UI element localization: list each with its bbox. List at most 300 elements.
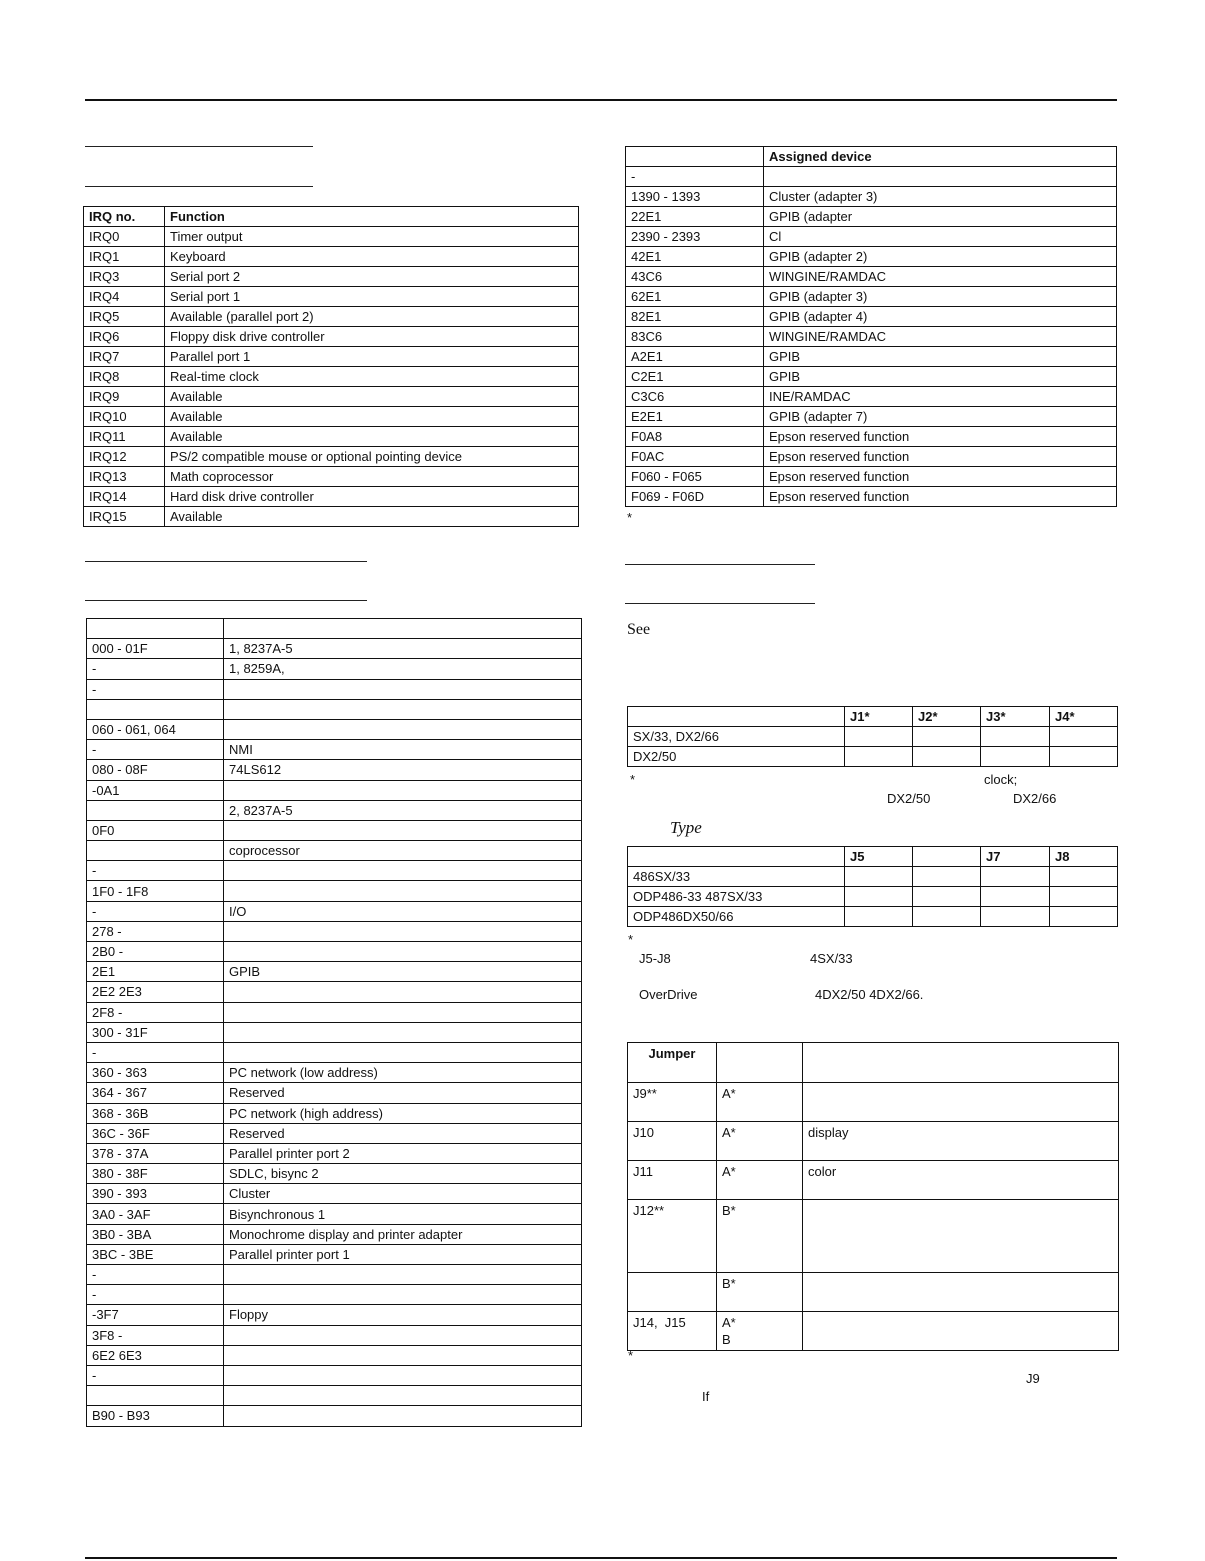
irq-table — [83, 206, 579, 527]
io-row — [87, 679, 582, 699]
j58-row-cell — [1050, 887, 1118, 907]
io-row-cell: 278 - — [87, 921, 224, 941]
io2-row — [626, 367, 1117, 387]
function-col-header-2 — [803, 1043, 1119, 1083]
jumper-note-star: * — [628, 1348, 634, 1363]
io-row-cell: 300 - 31F — [87, 1022, 224, 1042]
irq-row-cell: IRQ6 — [84, 327, 165, 347]
j14-col-j2: J2* — [913, 707, 981, 727]
io2-row-cell: GPIB (adapter 3) — [764, 287, 1117, 307]
io-row-cell — [224, 699, 582, 719]
io-row-cell: GPIB — [224, 962, 582, 982]
io-row-cell: 380 - 38F — [87, 1164, 224, 1184]
io-row-cell — [224, 1285, 582, 1305]
j14-note-dx250: DX2/50 — [887, 791, 931, 806]
irq-heading-line-2 — [85, 186, 313, 187]
jumper-row — [628, 1161, 1119, 1200]
io-row-cell — [224, 1002, 582, 1022]
io-row-cell — [224, 1386, 582, 1406]
j14-row — [628, 747, 1118, 767]
io-row-cell: Cluster — [224, 1184, 582, 1204]
io-row — [87, 1164, 582, 1184]
irq-row — [84, 327, 579, 347]
io-row-cell — [224, 619, 582, 639]
io2-row — [626, 307, 1117, 327]
irq-row-cell: Serial port 1 — [165, 287, 579, 307]
j58-row-cell — [845, 887, 913, 907]
irq-row-cell: IRQ12 — [84, 447, 165, 467]
jumper-row-cell: J9** — [628, 1083, 717, 1122]
j58-row-cell — [913, 867, 981, 887]
io2-footnote: * — [627, 510, 633, 525]
irq-row — [84, 507, 579, 527]
irq-row-cell: IRQ3 — [84, 267, 165, 287]
io-row-cell: 060 - 061, 064 — [87, 719, 224, 739]
irq-col-header: IRQ no. — [84, 207, 165, 227]
io-row-cell: Floppy — [224, 1305, 582, 1325]
irq-row-cell: Available — [165, 427, 579, 447]
io-heading-line-1 — [85, 561, 367, 562]
j14-col-cpu — [628, 707, 845, 727]
jumper-row — [628, 1122, 1119, 1161]
io-row-cell — [224, 679, 582, 699]
io-row-cell — [224, 1042, 582, 1062]
io-row-cell: 378 - 37A — [87, 1143, 224, 1163]
j58-row-cell — [1050, 907, 1118, 927]
io2-row — [626, 247, 1117, 267]
io-row-cell: 3BC - 3BE — [87, 1244, 224, 1264]
j14-note-clock: clock; — [984, 772, 1018, 787]
io2-row-cell: A2E1 — [626, 347, 764, 367]
see-text: See — [627, 621, 651, 638]
j58-row-cell: ODP486-33 487SX/33 — [628, 887, 845, 907]
io-row — [87, 800, 582, 820]
io-row-cell — [224, 921, 582, 941]
jumper-row-cell: A* — [717, 1122, 803, 1161]
io-row-cell: - — [87, 861, 224, 881]
irq-row-cell: Serial port 2 — [165, 267, 579, 287]
io2-row — [626, 227, 1117, 247]
jumper-row-cell: J11 — [628, 1161, 717, 1200]
io-row — [87, 1063, 582, 1083]
io-row-cell: coprocessor — [224, 841, 582, 861]
j58-row-cell: 486SX/33 — [628, 867, 845, 887]
irq-row — [84, 227, 579, 247]
io-row-cell — [224, 1406, 582, 1426]
irq-row-cell: Available — [165, 387, 579, 407]
jumper-settings-table — [627, 1042, 1119, 1351]
type-word: Type — [670, 818, 702, 837]
io-row-cell: Parallel printer port 2 — [224, 1143, 582, 1163]
io2-row-cell: WINGINE/RAMDAC — [764, 267, 1117, 287]
io-row — [87, 1406, 582, 1426]
j58-note-4sx33: 4SX/33 — [810, 951, 853, 966]
j14-col-j3: J3* — [981, 707, 1050, 727]
io-row-cell: 3B0 - 3BA — [87, 1224, 224, 1244]
irq-row — [84, 287, 579, 307]
jumper-row-cell: A* — [717, 1083, 803, 1122]
io2-row — [626, 267, 1117, 287]
io2-row-cell: - — [626, 167, 764, 187]
jumper-row-cell — [803, 1312, 1119, 1351]
irq-row-cell: IRQ7 — [84, 347, 165, 367]
io2-row-cell: Epson reserved function — [764, 427, 1117, 447]
j58-note-overdrive: OverDrive — [639, 987, 698, 1002]
setting-col-header — [717, 1043, 803, 1083]
io-row-cell: 36C - 36F — [87, 1123, 224, 1143]
irq-row — [84, 427, 579, 447]
io-row-cell: -3F7 — [87, 1305, 224, 1325]
io-row-cell — [87, 1386, 224, 1406]
j14-row-cell: DX2/50 — [628, 747, 845, 767]
j58-row — [628, 887, 1118, 907]
io-row-cell: 6E2 6E3 — [87, 1345, 224, 1365]
jumper-row — [628, 1200, 1119, 1273]
j58-row-cell: ODP486DX50/66 — [628, 907, 845, 927]
io-address-table — [86, 618, 582, 1427]
io2-row-cell: INE/RAMDAC — [764, 387, 1117, 407]
irq-row — [84, 367, 579, 387]
j58-row-cell — [845, 867, 913, 887]
j14-row-cell — [1050, 727, 1118, 747]
irq-row-cell: IRQ1 — [84, 247, 165, 267]
irq-row-cell: Available — [165, 507, 579, 527]
io2-row-cell: 2390 - 2393 — [626, 227, 764, 247]
j14-row-cell — [981, 727, 1050, 747]
io2-row-cell: GPIB — [764, 367, 1117, 387]
irq-row-cell: Keyboard — [165, 247, 579, 267]
irq-row-cell: Available (parallel port 2) — [165, 307, 579, 327]
io-row-cell — [224, 1365, 582, 1385]
jumper-row — [628, 1273, 1119, 1312]
io-row-cell: 1F0 - 1F8 — [87, 881, 224, 901]
io-row-cell: 390 - 393 — [87, 1184, 224, 1204]
io2-header-row — [626, 147, 1117, 167]
io2-row-cell: 42E1 — [626, 247, 764, 267]
io-row-cell: 360 - 363 — [87, 1063, 224, 1083]
jumper-row-cell: display — [803, 1122, 1119, 1161]
irq-row-cell: Math coprocessor — [165, 467, 579, 487]
irq-row-cell: Available — [165, 407, 579, 427]
io-row — [87, 1083, 582, 1103]
j58-col-j7: J7 — [981, 847, 1050, 867]
io-row-cell: 2, 8237A-5 — [224, 800, 582, 820]
io-row-cell: 1, 8259A, — [224, 659, 582, 679]
io-row — [87, 901, 582, 921]
j58-row-cell — [981, 907, 1050, 927]
io-row — [87, 921, 582, 941]
io-row-cell: 1, 8237A-5 — [224, 639, 582, 659]
jumper-note-if: If — [702, 1389, 710, 1404]
j58-col-j5: J5 — [845, 847, 913, 867]
io2-row — [626, 167, 1117, 187]
j58-row-cell — [981, 867, 1050, 887]
io-row-cell — [224, 1022, 582, 1042]
io2-row — [626, 347, 1117, 367]
io-row-cell: 2B0 - — [87, 942, 224, 962]
jumper-col-header: Jumper — [628, 1043, 717, 1083]
io2-row-cell: GPIB (adapter 7) — [764, 407, 1117, 427]
io-row-cell: - — [87, 1265, 224, 1285]
io2-row-cell: Epson reserved function — [764, 467, 1117, 487]
j58-row-cell — [913, 907, 981, 927]
io-row — [87, 1325, 582, 1345]
io-row — [87, 740, 582, 760]
j14-row — [628, 727, 1118, 747]
io-row-cell: B90 - B93 — [87, 1406, 224, 1426]
j58-row-cell — [845, 907, 913, 927]
io-row-cell: Reserved — [224, 1123, 582, 1143]
j14-col-j1: J1* — [845, 707, 913, 727]
io-row — [87, 1184, 582, 1204]
j14-row-cell — [913, 727, 981, 747]
io-row-cell — [87, 619, 224, 639]
jumper-row-cell — [803, 1273, 1119, 1312]
jumper-row-cell: B* — [717, 1200, 803, 1273]
j14-note-dx266: DX2/66 — [1013, 791, 1057, 806]
j58-row-cell — [1050, 867, 1118, 887]
irq-row-cell: Floppy disk drive controller — [165, 327, 579, 347]
jumper-heading-line-1 — [625, 564, 815, 565]
io-row — [87, 982, 582, 1002]
io2-row-cell: C2E1 — [626, 367, 764, 387]
io-row-cell — [87, 699, 224, 719]
io2-row-cell: E2E1 — [626, 407, 764, 427]
io-row — [87, 659, 582, 679]
io2-row — [626, 387, 1117, 407]
irq-row-cell: IRQ14 — [84, 487, 165, 507]
irq-row — [84, 467, 579, 487]
j14-row-cell — [845, 747, 913, 767]
io2-row-cell — [764, 167, 1117, 187]
j14-row-cell — [1050, 747, 1118, 767]
io-row-cell — [224, 942, 582, 962]
j14-row-cell: SX/33, DX2/66 — [628, 727, 845, 747]
irq-header-row — [84, 207, 579, 227]
io-row — [87, 619, 582, 639]
io2-row — [626, 207, 1117, 227]
io-row — [87, 1143, 582, 1163]
j14-row-cell — [981, 747, 1050, 767]
j14-col-j4: J4* — [1050, 707, 1118, 727]
io-row-cell: 3A0 - 3AF — [87, 1204, 224, 1224]
j58-note-dx: 4DX2/50 4DX2/66. — [815, 987, 924, 1002]
io2-row — [626, 487, 1117, 507]
io2-row-cell: Cluster (adapter 3) — [764, 187, 1117, 207]
irq-row-cell: IRQ13 — [84, 467, 165, 487]
io2-row-cell: 83C6 — [626, 327, 764, 347]
io-row-cell: 2E2 2E3 — [87, 982, 224, 1002]
io2-row-cell: GPIB (adapter 2) — [764, 247, 1117, 267]
io-row-cell: - — [87, 1365, 224, 1385]
io-row — [87, 719, 582, 739]
io-row-cell: - — [87, 1285, 224, 1305]
io-row — [87, 1204, 582, 1224]
io2-row-cell: 62E1 — [626, 287, 764, 307]
header-rule — [85, 99, 1117, 101]
io-row — [87, 699, 582, 719]
io2-row-cell: WINGINE/RAMDAC — [764, 327, 1117, 347]
io-row-cell — [224, 881, 582, 901]
io-row-cell: - — [87, 1042, 224, 1062]
io2-row-cell: F060 - F065 — [626, 467, 764, 487]
jumper-row-cell: J12** — [628, 1200, 717, 1273]
io-row-cell: - — [87, 901, 224, 921]
irq-row-cell: Parallel port 1 — [165, 347, 579, 367]
j14-row-cell — [845, 727, 913, 747]
jumper-row-cell: color — [803, 1161, 1119, 1200]
io-row — [87, 1042, 582, 1062]
j58-row — [628, 907, 1118, 927]
io-row — [87, 881, 582, 901]
io-row-cell — [224, 982, 582, 1002]
j14-note-star: * — [630, 772, 636, 787]
jumper-row-cell: A* — [717, 1161, 803, 1200]
jumper-header-row — [628, 1043, 1119, 1083]
jumper-j5-j8-table — [627, 846, 1118, 927]
io-row-cell: 0F0 — [87, 820, 224, 840]
io-row-cell: I/O — [224, 901, 582, 921]
io-row-cell: -0A1 — [87, 780, 224, 800]
io-row-cell: 368 - 36B — [87, 1103, 224, 1123]
io-address-table-continued — [625, 146, 1117, 507]
io2-row — [626, 427, 1117, 447]
j58-note-j5j8: J5-J8 — [639, 951, 671, 966]
io2-row — [626, 467, 1117, 487]
irq-row-cell: PS/2 compatible mouse or optional pointing device — [165, 447, 579, 467]
io-row-cell: - — [87, 740, 224, 760]
irq-row-cell: Hard disk drive controller — [165, 487, 579, 507]
io-row — [87, 1365, 582, 1385]
io-row-cell — [224, 719, 582, 739]
io2-row-cell: 22E1 — [626, 207, 764, 227]
io2-row-cell: GPIB (adapter 4) — [764, 307, 1117, 327]
jumper-row-cell — [803, 1200, 1119, 1273]
io-row — [87, 1244, 582, 1264]
io-row — [87, 780, 582, 800]
jumper-heading-line-2 — [625, 603, 815, 604]
irq-row-cell: IRQ15 — [84, 507, 165, 527]
io-row-cell: PC network (high address) — [224, 1103, 582, 1123]
j58-row — [628, 867, 1118, 887]
footer-rule — [85, 1557, 1117, 1559]
io-row — [87, 1103, 582, 1123]
jumper-note-j9: J9 — [1026, 1371, 1040, 1386]
io2-row-cell: F069 - F06D — [626, 487, 764, 507]
io2-row — [626, 327, 1117, 347]
j58-note-star: * — [628, 932, 634, 947]
io-row-cell: 2E1 — [87, 962, 224, 982]
irq-row-cell: IRQ8 — [84, 367, 165, 387]
j58-col-j8: J8 — [1050, 847, 1118, 867]
io-row — [87, 760, 582, 780]
io-row — [87, 962, 582, 982]
io-row — [87, 1123, 582, 1143]
irq-row — [84, 347, 579, 367]
io2-row-cell: GPIB (adapter — [764, 207, 1117, 227]
io-row — [87, 1224, 582, 1244]
io-row-cell — [224, 1345, 582, 1365]
address-col-header — [626, 147, 764, 167]
io-row-cell: SDLC, bisync 2 — [224, 1164, 582, 1184]
io-row — [87, 1305, 582, 1325]
io-row-cell: NMI — [224, 740, 582, 760]
io-row — [87, 1285, 582, 1305]
jumper-row-cell: A* B — [717, 1312, 803, 1351]
io-row-cell: Monochrome display and printer adapter — [224, 1224, 582, 1244]
jumper-row-cell — [803, 1083, 1119, 1122]
io2-row-cell: F0AC — [626, 447, 764, 467]
jumper-row-cell: J14, J15 — [628, 1312, 717, 1351]
irq-row-cell: Real-time clock — [165, 367, 579, 387]
io2-row — [626, 447, 1117, 467]
io2-row — [626, 187, 1117, 207]
jumper-row — [628, 1083, 1119, 1122]
j58-header-row — [628, 847, 1118, 867]
io-row-cell: Bisynchronous 1 — [224, 1204, 582, 1224]
irq-heading-line-1 — [85, 146, 313, 147]
jumper-row-cell: B* — [717, 1273, 803, 1312]
irq-row-cell: IRQ11 — [84, 427, 165, 447]
io-row-cell: - — [87, 679, 224, 699]
function-col-header: Function — [165, 207, 579, 227]
io-row-cell: 080 - 08F — [87, 760, 224, 780]
io2-row-cell: C3C6 — [626, 387, 764, 407]
io-row — [87, 1002, 582, 1022]
io-row — [87, 861, 582, 881]
io2-row-cell: GPIB — [764, 347, 1117, 367]
j58-row-cell — [981, 887, 1050, 907]
irq-row-cell: Timer output — [165, 227, 579, 247]
io2-row-cell: 1390 - 1393 — [626, 187, 764, 207]
irq-row — [84, 247, 579, 267]
jumper-row-cell — [628, 1273, 717, 1312]
io-row-cell: 364 - 367 — [87, 1083, 224, 1103]
io2-row — [626, 407, 1117, 427]
io-row-cell — [224, 1265, 582, 1285]
io2-row-cell: 43C6 — [626, 267, 764, 287]
io2-row-cell: Epson reserved function — [764, 447, 1117, 467]
jumper-j1-j4-table — [627, 706, 1118, 767]
io2-row — [626, 287, 1117, 307]
io2-row-cell: Cl — [764, 227, 1117, 247]
io-row-cell — [224, 861, 582, 881]
assigned-device-col-header: Assigned device — [764, 147, 1117, 167]
io-row-cell: PC network (low address) — [224, 1063, 582, 1083]
io-heading-line-2 — [85, 600, 367, 601]
io-row-cell: - — [87, 659, 224, 679]
io-row — [87, 639, 582, 659]
io-row-cell: 74LS612 — [224, 760, 582, 780]
io-row-cell: Parallel printer port 1 — [224, 1244, 582, 1264]
io-row — [87, 1386, 582, 1406]
irq-row-cell: IRQ4 — [84, 287, 165, 307]
io-row — [87, 841, 582, 861]
j58-col-j6 — [913, 847, 981, 867]
irq-row — [84, 267, 579, 287]
irq-row-cell: IRQ9 — [84, 387, 165, 407]
j58-row-cell — [913, 887, 981, 907]
irq-row — [84, 387, 579, 407]
j58-col-cpu — [628, 847, 845, 867]
irq-row-cell: IRQ0 — [84, 227, 165, 247]
jumper-row-cell: J10 — [628, 1122, 717, 1161]
j14-row-cell — [913, 747, 981, 767]
jumper-row — [628, 1312, 1119, 1351]
io-row-cell: 000 - 01F — [87, 639, 224, 659]
irq-row-cell: IRQ5 — [84, 307, 165, 327]
io-row-cell: 2F8 - — [87, 1002, 224, 1022]
